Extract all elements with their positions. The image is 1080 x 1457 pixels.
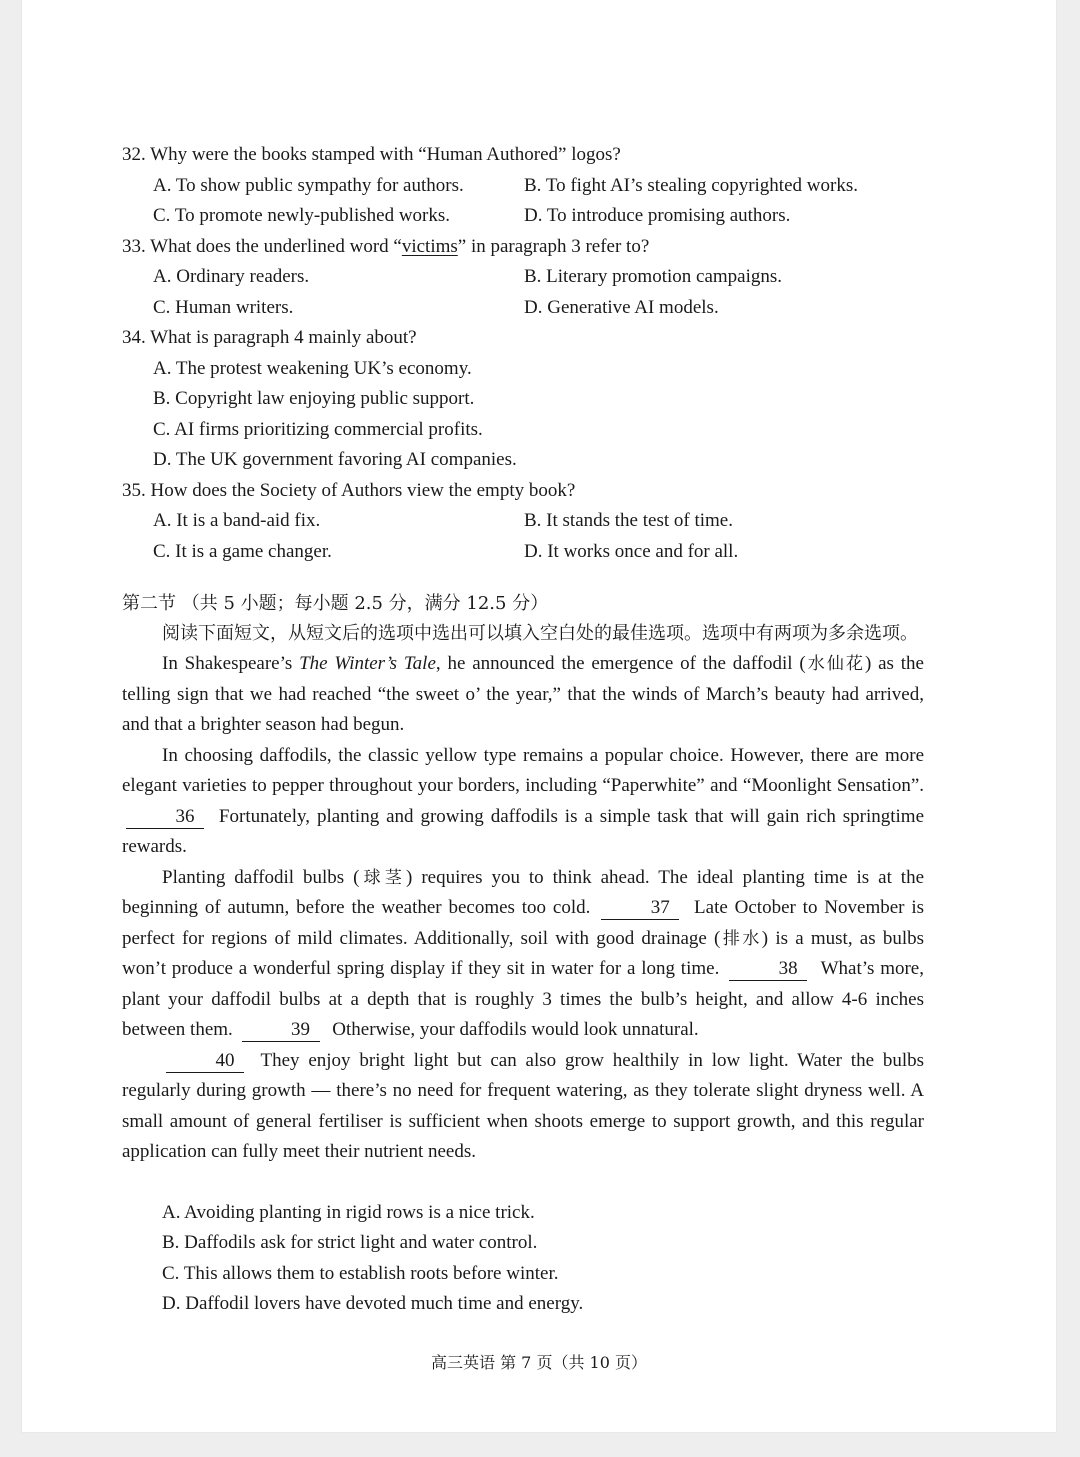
exam-page bbox=[22, 0, 1056, 1432]
answer-option-a: A. Avoiding planting in rigid rows is a nice trick. bbox=[162, 1201, 535, 1223]
option-32b: B. To fight AI’s stealing copyrighted works. bbox=[524, 174, 858, 196]
option-32a: A. To show public sympathy for authors. bbox=[153, 174, 464, 196]
paragraph-3-text-a: Planting daffodil bulbs ( bbox=[162, 866, 360, 888]
paragraph-1-text-c: ) as the telling sign that we had reached “the sweet o’ the year,” that the winds of March’s beauty had arrived, and that a brighter season had begun. bbox=[122, 653, 924, 735]
paragraph-3-text-d: ) is a must, as bulbs won’t produce a wonderful spring display if they sit in water for a long time. bbox=[122, 927, 925, 979]
blank-37: 37 bbox=[601, 898, 679, 920]
answer-options bbox=[122, 1198, 924, 1320]
passage-paragraph-2 bbox=[122, 741, 924, 863]
passage-paragraph-1 bbox=[122, 649, 924, 741]
option-33c: C. Human writers. bbox=[153, 296, 294, 318]
option-33b: B. Literary promotion campaigns. bbox=[524, 266, 783, 287]
option-35d: D. It works once and for all. bbox=[524, 540, 739, 562]
blank-36: 36 bbox=[126, 807, 204, 829]
play-title: The Winter’s Tale bbox=[299, 653, 436, 674]
option-35c: C. It is a game changer. bbox=[153, 540, 332, 562]
option-34c: C. AI firms prioritizing commercial profits. bbox=[153, 418, 483, 440]
passage-paragraph-3 bbox=[122, 863, 924, 1046]
section-instruction: 阅读下面短文，从短文后的选项中选出可以填入空白处的最佳选项。选项中有两项为多余选项。 bbox=[162, 623, 918, 644]
paragraph-3-text-c: Late October to November is perfect for regions of mild climates. Additionally, soil with good drainage ( bbox=[122, 897, 924, 949]
blank-39: 39 bbox=[242, 1020, 320, 1042]
underlined-word: victims bbox=[401, 235, 458, 257]
paragraph-2-text-b: Fortunately, planting and growing daffodils is a simple task that will gain rich springtime rewards. bbox=[122, 805, 925, 857]
question-33-stem-end: ” in paragraph 3 refer to? bbox=[457, 235, 650, 257]
answer-option-d: D. Daffodil lovers have devoted much time and energy. bbox=[162, 1293, 584, 1314]
option-34d: D. The UK government favoring AI companies. bbox=[153, 449, 517, 470]
chinese-gloss-daffodil: 水仙花 bbox=[805, 654, 865, 674]
option-33a: A. Ordinary readers. bbox=[153, 266, 310, 287]
passage-paragraph-4 bbox=[122, 1046, 924, 1168]
answer-option-c: C. This allows them to establish roots before winter. bbox=[162, 1262, 559, 1284]
option-35b: B. It stands the test of time. bbox=[524, 510, 733, 531]
chinese-gloss-bulb: 球茎 bbox=[359, 867, 407, 888]
paragraph-1-text-b: , he announced the emergence of the daffodil ( bbox=[435, 653, 806, 674]
question-35-stem: 35. How does the Society of Authors view the empty book? bbox=[122, 479, 576, 501]
paragraph-3-text-f: Otherwise, your daffodils would look unnatural. bbox=[332, 1019, 699, 1040]
option-34b: B. Copyright law enjoying public support. bbox=[153, 388, 475, 409]
question-32-options-row-1 bbox=[122, 171, 924, 202]
paragraph-3-text-e: What’s more, plant your daffodil bulbs at a depth that is roughly 3 times the bulb’s height, and allow 4-6 inches between them. bbox=[122, 958, 924, 1040]
paragraph-4-text: They enjoy bright light but can also grow healthily in low light. Water the bulbs regularly during growth — there’s no need for frequent watering, as they tolerate slight dryness well. A small amount of general fertiliser is sufficient when shoots emerge to support growth, and this regular application can fully meet their nutrient needs. bbox=[122, 1049, 924, 1162]
section-title: 第二节 （共 5 小题；每小题 2.5 分，满分 12.5 分） bbox=[122, 593, 549, 614]
question-35-options-row-1 bbox=[122, 506, 924, 537]
question-34-stem: 34. What is paragraph 4 mainly about? bbox=[122, 327, 417, 348]
page-footer: 高三英语 第 7 页（共 10 页） bbox=[431, 1353, 647, 1372]
question-33-stem bbox=[122, 232, 924, 263]
question-33-stem-start: 33. What does the underlined word “ bbox=[122, 235, 402, 257]
question-32-stem: 32. Why were the books stamped with “Human Authored” logos? bbox=[122, 144, 621, 165]
answer-option-b: B. Daffodils ask for strict light and water control. bbox=[162, 1232, 538, 1253]
option-33d: D. Generative AI models. bbox=[524, 296, 719, 318]
option-34a: A. The protest weakening UK’s economy. bbox=[153, 357, 472, 379]
question-33-options-row-1 bbox=[122, 262, 924, 293]
page-content bbox=[122, 140, 924, 1320]
question-35-options-row-2 bbox=[122, 537, 924, 568]
option-32c: C. To promote newly-published works. bbox=[153, 205, 451, 226]
blank-40: 40 bbox=[166, 1051, 244, 1073]
blank-38: 38 bbox=[729, 959, 807, 981]
paragraph-2-text-a: In choosing daffodils, the classic yellow type remains a popular choice. However, there are more elegant varieties to pepper throughout your borders, including “Paperwhite” and “Moonlight Sensation”. bbox=[122, 744, 924, 796]
option-35a: A. It is a band-aid fix. bbox=[153, 510, 321, 531]
question-33-options-row-2 bbox=[122, 293, 924, 324]
question-32-options-row-2 bbox=[122, 201, 924, 232]
paragraph-3-text-b: ) requires you to think ahead. The ideal planting time is at the beginning of autumn, before the weather becomes too cold. bbox=[122, 866, 925, 918]
paragraph-1-text-a: In Shakespeare’s bbox=[162, 653, 300, 674]
chinese-gloss-drainage: 排水 bbox=[720, 928, 762, 949]
option-32d: D. To introduce promising authors. bbox=[524, 205, 791, 226]
